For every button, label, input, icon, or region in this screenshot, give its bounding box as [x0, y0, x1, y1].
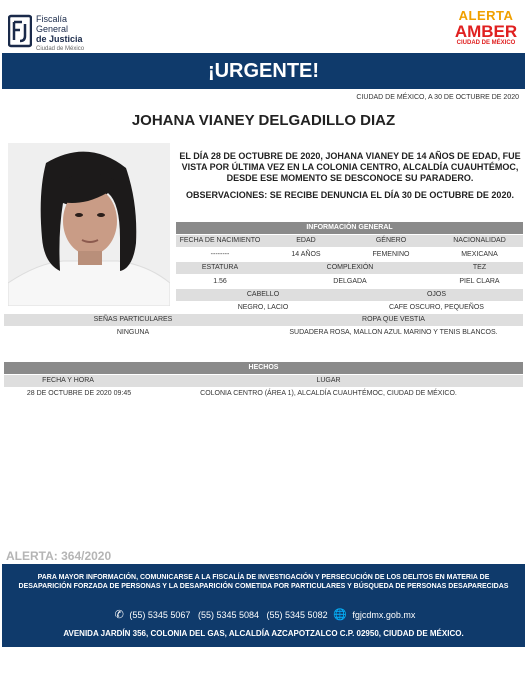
datetime-label: FECHA Y HORA	[42, 377, 94, 384]
footer-info: PARA MAYOR INFORMACIÓN, COMUNICARSE A LA FISCALÍA DE INVESTIGACIÓN Y PERSECUCIÓN DE LOS DELITOS EN MATERIA DE DESAPARICIÓN FORZADA DE PERSONAS Y LA DESAPARICIÓN COMETIDA POR PARTICULARES Y BÚSQUEDA DE PERSONAS DESAPARECIDAS	[18, 574, 509, 590]
birth-label: FECHA DE NACIMIENTO	[179, 237, 261, 244]
place-value: COLONIA CENTRO (ÁREA 1), ALCALDÍA CUAUHTÉMOC, CIUDAD DE MÉXICO.	[200, 390, 457, 397]
info-labels-row-3	[176, 289, 523, 301]
events-labels-row	[4, 375, 523, 387]
fgj-logo-icon	[8, 14, 32, 48]
height-label: ESTATURA	[201, 264, 239, 271]
place-label: LUGAR	[316, 377, 341, 384]
build-label: COMPLEXIÓN	[326, 264, 374, 271]
globe-icon: 🌐	[333, 609, 347, 621]
hair-value: NEGRO, LACIO	[237, 304, 289, 311]
person-photo	[8, 143, 170, 306]
amber-line2: AMBER	[454, 22, 518, 41]
alert-id: ALERTA: 364/2020	[6, 549, 112, 563]
phone-icon: ✆	[114, 609, 124, 621]
events-values-row	[4, 388, 523, 400]
general-info-header: INFORMACIÓN GENERAL	[176, 222, 523, 234]
marks-value: NINGUNA	[116, 329, 150, 336]
eyes-value: CAFE OSCURO, PEQUEÑOS	[389, 304, 484, 311]
eyes-label: OJOS	[426, 291, 447, 298]
case-description: EL DÍA 28 DE OCTUBRE DE 2020, JOHANA VIANEY DE 14 AÑOS DE EDAD, FUE VISTA POR ÚLTIMA VEZ EN LA COLONIA CENTRO, ALCALDÍA CUAUHTÉMOC, DESDE ESE MOMENTO SE DESCONOCE SU PARADERO.	[179, 151, 521, 183]
alerta-amber-logo	[450, 8, 522, 52]
phone-2[interactable]: (55) 5345 5084	[197, 610, 260, 620]
info-values-row-1	[176, 249, 523, 261]
footer-contacts	[2, 608, 525, 621]
info-labels-row-1	[176, 235, 523, 247]
birth-value: --------	[210, 251, 230, 258]
phone-3[interactable]: (55) 5345 5082	[266, 610, 328, 620]
info-values-row-3	[176, 302, 523, 314]
info-values-row-4	[4, 327, 523, 339]
datetime-value: 28 DE OCTUBRE DE 2020 09:45	[26, 390, 132, 397]
events-header: HECHOS	[4, 362, 523, 374]
org-line3: de Justicia	[36, 34, 83, 44]
skin-value: PIEL CLARA	[459, 278, 500, 285]
person-name: JOHANA VIANEY DELGADILLO DIAZ	[131, 112, 396, 129]
skin-label: TEZ	[472, 264, 487, 271]
info-values-row-2	[176, 276, 523, 288]
gender-label: GÉNERO	[375, 237, 407, 244]
urgent-banner: ¡URGENTE!	[2, 53, 525, 89]
org-line4: Ciudad de México	[36, 46, 85, 52]
age-value: 14 AÑOS	[291, 251, 321, 258]
marks-label: SEÑAS PARTICULARES	[93, 316, 173, 323]
footer	[2, 564, 525, 647]
clothes-value: SUDADERA ROSA, MALLON AZUL MARINO Y TENIS BLANCOS.	[289, 329, 498, 336]
org-line2: General	[36, 24, 69, 34]
org-line1: Fiscalía	[36, 14, 68, 24]
case-observations: OBSERVACIONES: SE RECIBE DENUNCIA EL DÍA 30 DE OCTUBRE DE 2020.	[186, 190, 514, 200]
gender-value: FEMENINO	[372, 251, 410, 258]
hair-label: CABELLO	[246, 291, 280, 298]
build-value: DELGADA	[333, 278, 367, 285]
nationality-label: NACIONALIDAD	[453, 237, 506, 244]
issue-date: CIUDAD DE MÉXICO, A 30 DE OCTUBRE DE 2020	[356, 94, 519, 101]
footer-address: AVENIDA JARDÍN 356, COLONIA DEL GAS, ALCALDÍA AZCAPOTZALCO C.P. 02950, CIUDAD DE MÉXICO.	[63, 629, 464, 638]
website-link[interactable]: fgjcdmx.gob.mx	[352, 610, 416, 620]
amber-line1: ALERTA	[458, 8, 514, 23]
amber-line3: CIUDAD DE MÉXICO	[456, 40, 516, 46]
height-value: 1.56	[213, 278, 227, 285]
nationality-value: MEXICANA	[461, 251, 498, 258]
age-label: EDAD	[296, 237, 316, 244]
portrait-image	[8, 143, 170, 306]
org-name	[36, 14, 84, 54]
info-labels-row-4	[4, 314, 523, 326]
info-labels-row-2	[176, 262, 523, 274]
clothes-label: ROPA QUE VESTIA	[362, 316, 425, 323]
phone-1[interactable]: (55) 5345 5067	[129, 610, 191, 620]
